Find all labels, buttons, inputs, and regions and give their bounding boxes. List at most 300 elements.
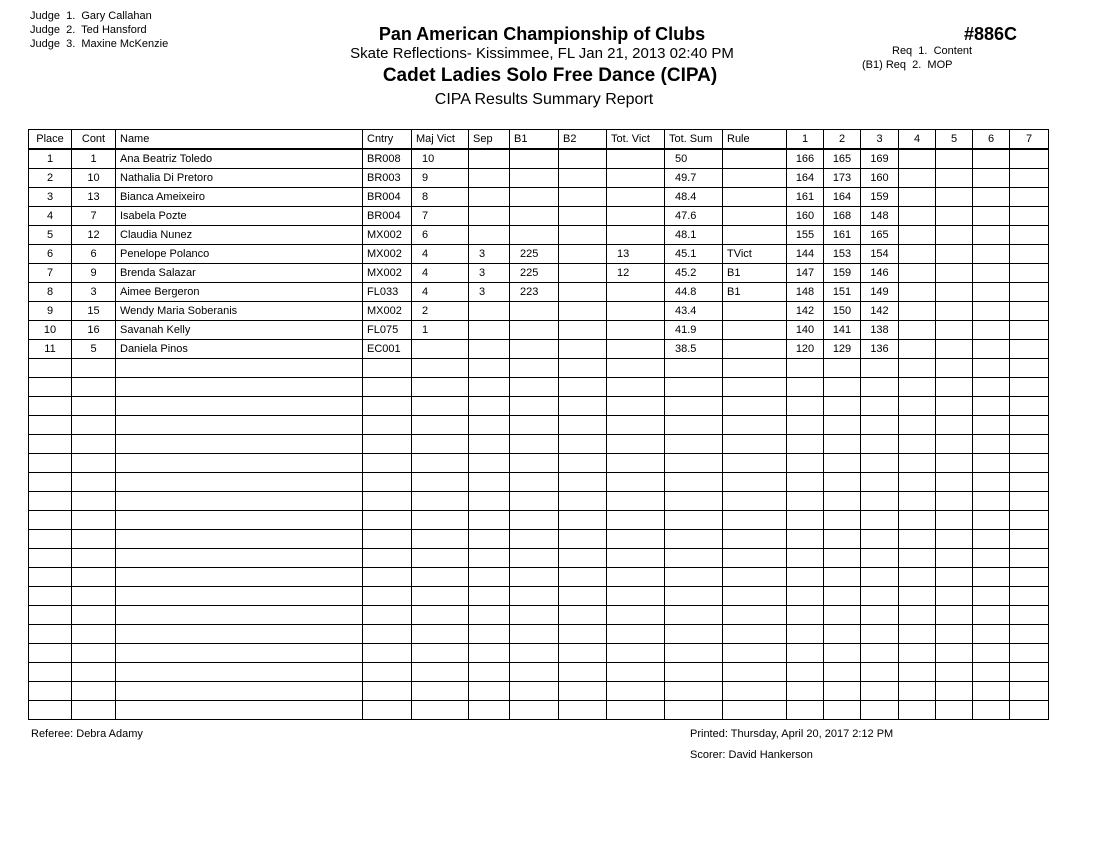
table-cell <box>899 188 936 207</box>
table-row <box>29 454 1049 473</box>
table-cell <box>72 473 116 492</box>
table-cell <box>469 321 510 340</box>
table-cell <box>72 378 116 397</box>
table-cell <box>469 568 510 587</box>
table-cell <box>665 644 723 663</box>
table-cell <box>510 549 559 568</box>
table-cell <box>363 454 412 473</box>
table-cell <box>861 663 899 682</box>
table-cell: 169 <box>861 149 899 169</box>
table-cell <box>787 359 824 378</box>
table-cell <box>973 169 1010 188</box>
table-row <box>29 530 1049 549</box>
table-cell: Nathalia Di Pretoro <box>116 169 363 188</box>
table-cell: EC001 <box>363 340 412 359</box>
table-row <box>29 682 1049 701</box>
table-cell <box>116 606 363 625</box>
table-cell <box>412 530 469 549</box>
table-cell <box>510 492 559 511</box>
table-cell <box>936 302 973 321</box>
table-cell <box>559 663 607 682</box>
table-cell <box>1010 701 1049 720</box>
table-cell <box>469 549 510 568</box>
table-cell: 5 <box>72 340 116 359</box>
table-cell <box>787 378 824 397</box>
table-cell <box>723 149 787 169</box>
table-cell <box>936 264 973 283</box>
column-header: 1 <box>787 130 824 150</box>
table-cell <box>723 530 787 549</box>
table-cell <box>607 644 665 663</box>
table-cell <box>824 473 861 492</box>
table-cell <box>723 549 787 568</box>
table-row <box>29 587 1049 606</box>
table-cell <box>29 644 72 663</box>
table-cell <box>363 359 412 378</box>
table-cell <box>510 340 559 359</box>
table-cell <box>469 663 510 682</box>
table-cell <box>29 663 72 682</box>
table-row <box>29 378 1049 397</box>
table-cell <box>787 435 824 454</box>
table-cell: 48.4 <box>665 188 723 207</box>
table-cell <box>412 473 469 492</box>
table-cell <box>72 397 116 416</box>
table-cell <box>510 226 559 245</box>
table-cell: 166 <box>787 149 824 169</box>
table-cell <box>824 568 861 587</box>
table-cell <box>899 149 936 169</box>
table-cell <box>607 511 665 530</box>
table-cell <box>559 530 607 549</box>
table-cell <box>861 606 899 625</box>
table-cell: 3 <box>469 264 510 283</box>
table-cell: Wendy Maria Soberanis <box>116 302 363 321</box>
table-cell <box>665 682 723 701</box>
table-cell <box>559 587 607 606</box>
table-cell <box>469 682 510 701</box>
table-cell <box>116 663 363 682</box>
table-cell <box>363 644 412 663</box>
table-cell <box>469 435 510 454</box>
column-header: 7 <box>1010 130 1049 150</box>
table-cell <box>412 416 469 435</box>
table-cell: Penelope Polanco <box>116 245 363 264</box>
table-cell <box>899 587 936 606</box>
table-cell <box>363 416 412 435</box>
judge-1: Judge 1. Gary Callahan <box>30 10 152 22</box>
column-header: Cont <box>72 130 116 150</box>
table-cell: 16 <box>72 321 116 340</box>
table-cell: Savanah Kelly <box>116 321 363 340</box>
table-cell: 38.5 <box>665 340 723 359</box>
table-cell <box>824 435 861 454</box>
table-cell: BR004 <box>363 207 412 226</box>
requirement-2: (B1) Req 2. MOP <box>862 59 953 71</box>
table-cell <box>787 625 824 644</box>
table-row <box>29 245 1049 264</box>
table-cell <box>559 378 607 397</box>
column-header: 2 <box>824 130 861 150</box>
table-cell <box>412 606 469 625</box>
table-cell <box>787 397 824 416</box>
table-cell: 44.8 <box>665 283 723 302</box>
table-cell: 48.1 <box>665 226 723 245</box>
table-cell <box>559 226 607 245</box>
table-cell <box>824 511 861 530</box>
table-cell <box>412 454 469 473</box>
table-cell: MX002 <box>363 264 412 283</box>
table-cell <box>1010 378 1049 397</box>
table-cell <box>607 226 665 245</box>
table-cell <box>469 340 510 359</box>
table-cell <box>29 359 72 378</box>
table-cell <box>973 378 1010 397</box>
table-cell <box>899 530 936 549</box>
table-cell <box>1010 359 1049 378</box>
table-row <box>29 169 1049 188</box>
table-cell <box>723 207 787 226</box>
table-row <box>29 321 1049 340</box>
table-cell <box>469 378 510 397</box>
table-cell <box>824 663 861 682</box>
table-cell <box>559 416 607 435</box>
table-cell: 9 <box>29 302 72 321</box>
table-cell <box>510 169 559 188</box>
table-cell <box>899 302 936 321</box>
table-cell: 45.1 <box>665 245 723 264</box>
table-row <box>29 207 1049 226</box>
table-cell <box>116 701 363 720</box>
table-cell <box>861 568 899 587</box>
table-cell: 4 <box>412 264 469 283</box>
table-cell <box>936 416 973 435</box>
table-cell <box>973 644 1010 663</box>
table-cell: 8 <box>412 188 469 207</box>
table-cell <box>899 625 936 644</box>
table-cell <box>1010 283 1049 302</box>
table-cell <box>787 454 824 473</box>
table-cell <box>824 682 861 701</box>
table-cell <box>72 359 116 378</box>
table-cell <box>665 663 723 682</box>
table-cell <box>723 511 787 530</box>
table-cell <box>469 397 510 416</box>
table-cell <box>665 511 723 530</box>
table-cell <box>936 245 973 264</box>
table-cell <box>973 701 1010 720</box>
table-cell <box>72 530 116 549</box>
table-cell <box>899 226 936 245</box>
table-cell <box>469 644 510 663</box>
table-cell <box>559 359 607 378</box>
table-cell: 225 <box>510 264 559 283</box>
table-cell <box>899 321 936 340</box>
table-cell <box>787 663 824 682</box>
table-cell <box>29 568 72 587</box>
table-cell <box>72 644 116 663</box>
table-cell <box>412 359 469 378</box>
table-cell: 148 <box>787 283 824 302</box>
table-cell <box>29 435 72 454</box>
column-header: 3 <box>861 130 899 150</box>
table-cell <box>861 587 899 606</box>
table-cell <box>861 511 899 530</box>
table-cell <box>899 169 936 188</box>
table-cell <box>607 359 665 378</box>
table-cell: 151 <box>824 283 861 302</box>
table-cell <box>559 511 607 530</box>
table-cell: 164 <box>824 188 861 207</box>
requirements <box>862 44 972 72</box>
table-cell <box>469 701 510 720</box>
table-cell <box>607 682 665 701</box>
table-cell <box>899 245 936 264</box>
table-cell <box>412 682 469 701</box>
table-cell <box>559 492 607 511</box>
table-cell <box>510 625 559 644</box>
table-cell <box>1010 663 1049 682</box>
table-cell: 12 <box>607 264 665 283</box>
table-cell <box>973 226 1010 245</box>
table-cell: FL033 <box>363 283 412 302</box>
table-cell <box>607 283 665 302</box>
judge-3: Judge 3. Maxine McKenzie <box>30 38 169 50</box>
table-cell <box>861 701 899 720</box>
table-cell <box>116 492 363 511</box>
column-header: B2 <box>559 130 607 150</box>
table-row <box>29 416 1049 435</box>
table-cell <box>723 226 787 245</box>
table-cell <box>510 473 559 492</box>
table-cell <box>607 606 665 625</box>
table-cell <box>899 549 936 568</box>
table-cell <box>72 606 116 625</box>
table-cell: 13 <box>607 245 665 264</box>
table-cell <box>116 473 363 492</box>
table-cell: 6 <box>412 226 469 245</box>
table-cell: 148 <box>861 207 899 226</box>
table-cell <box>29 454 72 473</box>
table-cell <box>665 473 723 492</box>
table-cell <box>973 264 1010 283</box>
table-cell <box>665 397 723 416</box>
table-cell <box>607 625 665 644</box>
table-cell <box>559 321 607 340</box>
table-cell <box>510 663 559 682</box>
table-cell <box>469 149 510 169</box>
table-cell <box>510 302 559 321</box>
table-cell: 3 <box>72 283 116 302</box>
table-cell <box>607 587 665 606</box>
table-cell <box>559 473 607 492</box>
table-cell <box>469 188 510 207</box>
table-cell <box>559 188 607 207</box>
table-cell <box>899 492 936 511</box>
table-cell <box>116 568 363 587</box>
table-cell <box>665 454 723 473</box>
table-row <box>29 606 1049 625</box>
table-row <box>29 226 1049 245</box>
table-cell: 1 <box>29 149 72 169</box>
table-cell <box>824 378 861 397</box>
table-cell <box>607 169 665 188</box>
table-cell <box>973 530 1010 549</box>
table-cell <box>936 587 973 606</box>
column-header: B1 <box>510 130 559 150</box>
table-cell <box>723 568 787 587</box>
table-cell <box>973 454 1010 473</box>
table-cell <box>787 530 824 549</box>
table-cell: 138 <box>861 321 899 340</box>
table-cell <box>973 492 1010 511</box>
table-cell <box>973 663 1010 682</box>
table-cell <box>723 701 787 720</box>
table-row <box>29 435 1049 454</box>
table-cell <box>1010 188 1049 207</box>
table-cell <box>469 473 510 492</box>
table-row <box>29 149 1049 169</box>
table-cell: 225 <box>510 245 559 264</box>
judge-2: Judge 2. Ted Hansford <box>30 24 147 36</box>
table-cell <box>363 397 412 416</box>
table-cell <box>861 549 899 568</box>
table-cell <box>824 549 861 568</box>
table-cell <box>723 188 787 207</box>
printed-date: Printed: Thursday, April 20, 2017 2:12 PM <box>690 728 894 740</box>
table-cell <box>412 663 469 682</box>
table-cell: 155 <box>787 226 824 245</box>
table-cell <box>363 549 412 568</box>
table-cell <box>29 701 72 720</box>
table-cell <box>665 549 723 568</box>
table-cell <box>607 321 665 340</box>
table-cell <box>1010 149 1049 169</box>
table-cell <box>824 587 861 606</box>
table-cell <box>936 359 973 378</box>
table-cell <box>363 530 412 549</box>
table-cell <box>29 587 72 606</box>
table-cell <box>936 340 973 359</box>
table-cell <box>412 644 469 663</box>
table-cell <box>973 245 1010 264</box>
table-cell: 160 <box>787 207 824 226</box>
column-header: Sep <box>469 130 510 150</box>
table-cell <box>510 397 559 416</box>
table-cell: 4 <box>412 283 469 302</box>
table-cell <box>116 587 363 606</box>
table-cell <box>607 701 665 720</box>
table-cell <box>936 606 973 625</box>
table-cell <box>936 378 973 397</box>
table-cell <box>973 606 1010 625</box>
table-cell <box>973 321 1010 340</box>
table-cell: 144 <box>787 245 824 264</box>
table-cell <box>469 511 510 530</box>
table-cell <box>559 435 607 454</box>
table-cell <box>72 549 116 568</box>
table-cell <box>72 511 116 530</box>
table-cell <box>1010 606 1049 625</box>
table-cell <box>607 207 665 226</box>
table-cell <box>936 149 973 169</box>
table-cell <box>510 454 559 473</box>
table-row <box>29 340 1049 359</box>
table-cell <box>510 188 559 207</box>
table-header-row <box>29 130 1049 150</box>
table-cell: 6 <box>72 245 116 264</box>
table-cell: 140 <box>787 321 824 340</box>
column-header: 4 <box>899 130 936 150</box>
table-cell <box>607 340 665 359</box>
table-cell <box>469 606 510 625</box>
table-cell <box>510 378 559 397</box>
table-cell <box>607 149 665 169</box>
table-cell <box>899 207 936 226</box>
table-cell: 142 <box>787 302 824 321</box>
table-cell <box>469 169 510 188</box>
table-cell <box>116 549 363 568</box>
column-header: Maj Vict <box>412 130 469 150</box>
table-cell: MX002 <box>363 226 412 245</box>
table-cell <box>861 530 899 549</box>
table-cell <box>936 492 973 511</box>
table-cell: Brenda Salazar <box>116 264 363 283</box>
table-cell <box>510 530 559 549</box>
table-cell <box>899 378 936 397</box>
table-cell <box>936 682 973 701</box>
table-cell <box>1010 245 1049 264</box>
table-cell <box>559 701 607 720</box>
table-cell: 50 <box>665 149 723 169</box>
table-cell <box>899 644 936 663</box>
table-cell: 141 <box>824 321 861 340</box>
table-cell <box>861 416 899 435</box>
table-cell <box>723 169 787 188</box>
table-cell: 4 <box>29 207 72 226</box>
table-cell <box>510 511 559 530</box>
table-cell <box>559 283 607 302</box>
table-cell: 3 <box>29 188 72 207</box>
table-cell <box>973 283 1010 302</box>
column-header: Rule <box>723 130 787 150</box>
table-cell: Ana Beatriz Toledo <box>116 149 363 169</box>
table-cell: 41.9 <box>665 321 723 340</box>
table-cell <box>72 682 116 701</box>
table-cell <box>412 568 469 587</box>
table-cell <box>973 397 1010 416</box>
event-number: #886C <box>964 24 1018 44</box>
table-cell <box>1010 549 1049 568</box>
table-cell <box>723 378 787 397</box>
table-cell <box>723 663 787 682</box>
table-cell <box>861 492 899 511</box>
table-cell <box>559 302 607 321</box>
table-cell <box>723 682 787 701</box>
table-cell <box>899 397 936 416</box>
table-cell <box>861 378 899 397</box>
table-row <box>29 511 1049 530</box>
table-row <box>29 492 1049 511</box>
table-cell <box>861 435 899 454</box>
table-cell <box>899 454 936 473</box>
results-table <box>28 129 1049 720</box>
table-cell <box>1010 207 1049 226</box>
table-cell <box>787 587 824 606</box>
table-cell <box>559 245 607 264</box>
column-header: Tot. Vict <box>607 130 665 150</box>
table-cell <box>29 473 72 492</box>
